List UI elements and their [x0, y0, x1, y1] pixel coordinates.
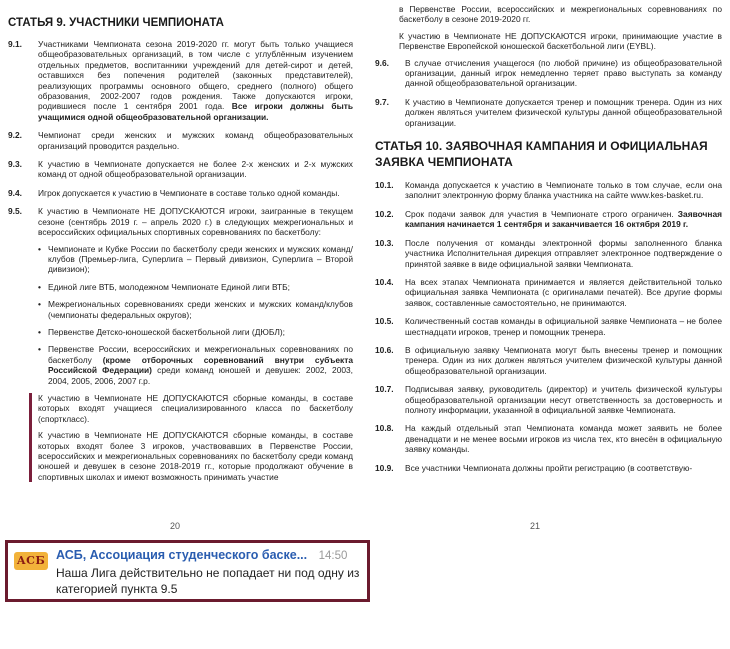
list-item: • Чемпионате и Кубке России по баскетболу среди женских и мужских команд/ клубов (Премьер-лига, Суперлига – Первый дивизион, Суперлига – Второй дивизион); [38, 243, 353, 275]
clause-10-6 [375, 345, 722, 376]
list-item: • Первенстве России, всероссийских и межрегиональных соревнованиях по баскетболу (кроме отборочных соревнований внутри субъекта Российской Федерации) среди команд юношей и девушек: 2002, 2003, 2004, 2005, 2006, 2007 г.р. [38, 344, 353, 386]
highlighted-passage [29, 393, 353, 482]
clause-number: 9.3. [8, 159, 22, 170]
clause-10-2 [375, 209, 722, 230]
clause-9-1 [8, 39, 353, 122]
highlighted-passage [365, 4, 722, 52]
clause-number: 9.7. [375, 96, 389, 107]
clause-text: К участию в Чемпионате НЕ ДОПУСКАЮТСЯ сборные команды, в составе которых входят учащиеся специализированного класса по баскетболу (спорткласс). [38, 392, 353, 424]
clause-9-5 [8, 206, 353, 482]
clause-text: В официальную заявку Чемпионата могут быть внесены тренер и помощник тренера. Один из них должен являться учителем физической культуры данной общеобразовательной организации. [405, 344, 722, 376]
clause-text: В случае отчисления учащегося (по любой причине) из общеобразовательной организации, данный игрок немедленно теряет право выступать за команду данной общеобразовательной организации. [405, 57, 722, 89]
clause-number: 10.5. [375, 316, 394, 327]
clause-text: Количественный состав команды в официальной заявке Чемпионата – не более шестнадцати игроков, тренер и помощник тренера. [405, 316, 722, 337]
clause-text: Подписывая заявку, руководитель (директор) и учитель физической культуры общеобразовательной организации несут ответственность за достоверность и полноту информации, указанной в официальной заявке Чемпионата. [405, 384, 722, 415]
clause-10-7 [375, 384, 722, 415]
chat-message[interactable] [5, 540, 370, 602]
clause-number: 10.9. [375, 462, 394, 473]
article-10-title: СТАТЬЯ 10. ЗАЯВОЧНАЯ КАМПАНИЯ И ОФИЦИАЛЬНАЯ ЗАЯВКА ЧЕМПИОНАТА [375, 139, 708, 170]
document-page-right [365, 0, 730, 540]
page-number-right: 21 [530, 521, 541, 531]
sender-avatar[interactable]: АСБ [14, 552, 48, 570]
clause-number: 10.2. [375, 208, 394, 219]
message-header [56, 548, 347, 562]
clause-text: К участию в Чемпионате допускается тренер и помощник тренера. Один из них должен являться учителем физической культуры данной общеобразовательной организации. [405, 96, 722, 128]
clause-number: 9.5. [8, 206, 22, 217]
clause-text: Команда допускается к участию в Чемпионате только в том случае, если она заполнит электронную форму бланка участника на сайте www.kes-basket.ru. [405, 180, 722, 201]
list-item: • Межрегиональных соревнованиях среди женских и мужских команд/клубов (чемпионаты федеральных округов); [38, 299, 353, 320]
clause-text: Все участники Чемпионата должны пройти регистрацию (в соответствую- [405, 462, 693, 473]
clause-number: 10.1. [375, 180, 394, 191]
article-9-title: СТАТЬЯ 9. УЧАСТНИКИ ЧЕМПИОНАТА [8, 17, 224, 29]
clause-10-3 [375, 238, 722, 269]
clause-9-7 [375, 97, 722, 128]
clause-9-4 [8, 188, 353, 198]
message-time: 14:50 [318, 550, 348, 562]
clause-10-1 [375, 180, 722, 201]
clause-10-8 [375, 423, 722, 454]
clause-text: в Первенстве России, всероссийских и межрегиональных соревнованиях по баскетболу в сезоне 2019-2020 гг. [399, 4, 722, 25]
clause-9-3 [8, 159, 353, 180]
clause-number: 10.3. [375, 237, 394, 248]
clause-text: На каждый отдельный этап Чемпионата команда может заявить не более двенадцати и не менее восьми игроков из числа тех, кто внесён в официальную заявку команды. [405, 423, 722, 455]
bullet-icon: • [38, 299, 41, 310]
bullet-icon: • [38, 344, 41, 355]
clause-text: Чемпионат среди женских и мужских команд общеобразовательных организаций проводится раздельно. [38, 130, 353, 151]
clause-number: 10.7. [375, 384, 394, 395]
clause-text: После получения от команды электронной формы заполненного бланка участника Исполнительная дирекция отправляет электронное подтверждение о принятой заявке в виде официальной заявки Чемпионата. [405, 237, 722, 269]
list-item: • Первенстве Детско-юношеской баскетбольной лиги (ДЮБЛ); [38, 326, 285, 337]
clause-bold-text: Все игроки должны быть учащимися одной общеобразовательной организации. [38, 101, 353, 122]
clause-text: На всех этапах Чемпионата принимается и является действительной только официальная заявка Чемпионата (с оригиналами печатей). Все другие формы заявок, составленные самостоятельно, не принимаются. [405, 276, 722, 308]
message-text: Наша Лига действительно не попадает ни под одну из категорией пункта 9.5 [56, 566, 360, 596]
clause-text: Участниками Чемпионата сезона 2019-2020 гг. могут быть только учащиеся общеобразовательных организаций, в том числе с углублённым изучением отдельных предметов, воспитанники учреждений для детей-сирот и детей, оставшихся без попечения родителей (законных представителей), реализующих программы основного общего, среднего (полного) общего образования, 2002-2007 годов рождения. Также допускаются игроки, родившиеся после 1 сентября 2001 года. [38, 39, 353, 112]
clause-text: К участию в Чемпионате допускается не более 2-х женских и 2-х мужских команд от одной общеобразовательной организации. [38, 159, 353, 180]
clause-number: 9.4. [8, 187, 22, 198]
clause-text: К участию в Чемпионате НЕ ДОПУСКАЮТСЯ игроки, принимающие участие в Первенстве Европейской юношеской баскетбольной лиги (EYBL). [399, 30, 722, 52]
clause-text: Срок подачи заявок для участия в Чемпионате строго ограничен. [405, 208, 674, 219]
bullet-icon: • [38, 326, 41, 337]
clause-number: 10.8. [375, 423, 394, 434]
clause-10-5 [375, 316, 722, 337]
clause-bold-text: Заявочная кампания начинается 1 сентября и заканчивается 16 октября 2019 г. [405, 208, 722, 230]
clause-text: К участию в Чемпионате НЕ ДОПУСКАЮТСЯ сборные команды, в составе которых входят более 3 игроков, участвовавших в Первенстве России, всероссийских и межрегиональных соревнованиях по баскетболу среди команд юношей и девушек в сезоне 2018-2019 гг., которые продолжают обучение в спортивных школах и имеют возможность принимать участие [38, 430, 353, 482]
bullet-icon: • [38, 281, 41, 292]
clause-text: Игрок допускается к участию в Чемпионате в составе только одной команды. [38, 187, 340, 198]
sender-name[interactable]: АСБ, Ассоциация студенческого баске... [56, 548, 308, 562]
clause-number: 9.1. [8, 39, 22, 49]
list-item: • Единой лиге ВТБ, молодежном Чемпионате Единой лиги ВТБ; [38, 281, 290, 292]
clause-number: 10.4. [375, 276, 394, 287]
clause-9-6 [375, 58, 722, 89]
clause-9-2 [8, 130, 353, 151]
clause-10-4 [375, 277, 722, 308]
clause-number: 9.6. [375, 57, 389, 68]
clause-10-9 [375, 463, 722, 473]
bullet-icon: • [38, 243, 41, 254]
clause-number: 10.6. [375, 344, 394, 355]
document-page-left [0, 0, 365, 540]
clause-number: 9.2. [8, 130, 22, 141]
clause-text: К участию в Чемпионате НЕ ДОПУСКАЮТСЯ игроки, заигранные в текущем сезоне (сентябрь 2019 г. – апрель 2020 г.) в следующих межрегиональных и всероссийских официальных спортивных соревнованиях по баскетболу: [38, 206, 353, 238]
page-number-left: 20 [170, 521, 181, 531]
